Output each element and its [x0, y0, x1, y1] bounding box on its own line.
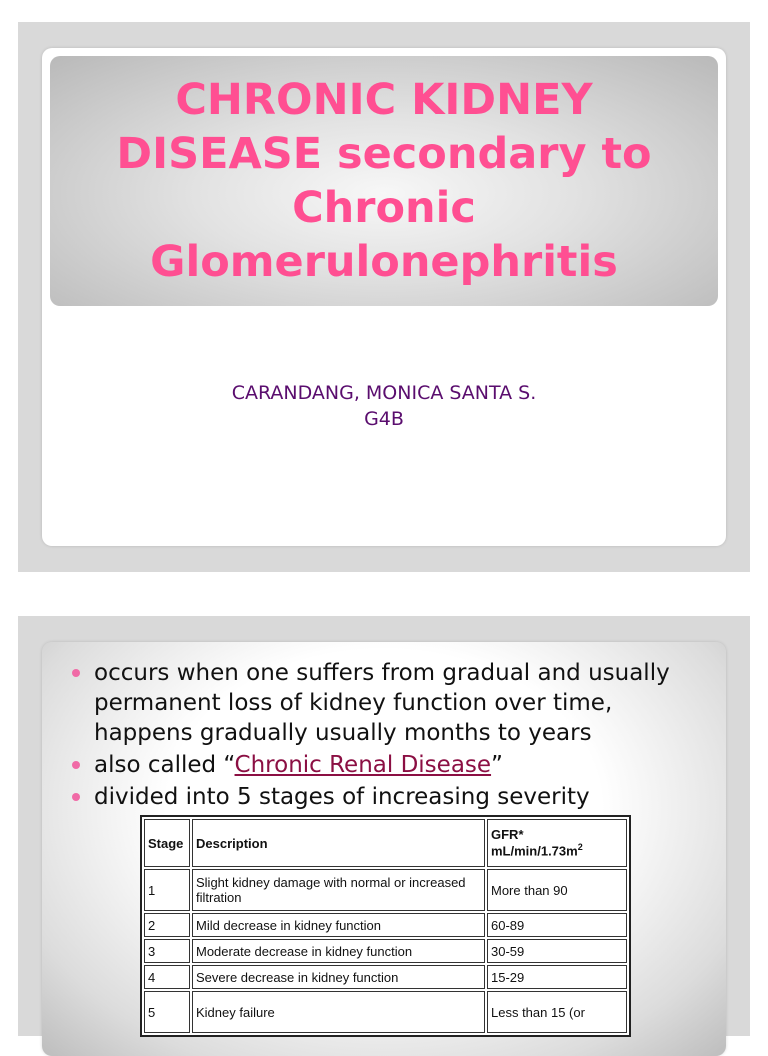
table-row	[144, 913, 627, 937]
header-stage: Stage	[144, 819, 190, 867]
cell-gfr: More than 90	[487, 869, 627, 911]
cell-description: Moderate decrease in kidney function	[192, 939, 485, 963]
author-name: CARANDANG, MONICA SANTA S.	[231, 382, 537, 404]
cell-stage: 2	[144, 913, 190, 937]
table-row	[144, 869, 627, 911]
cell-stage: 5	[144, 991, 190, 1033]
slide-1	[18, 22, 750, 572]
ckd-stage-table	[140, 815, 631, 1037]
cell-stage: 4	[144, 965, 190, 989]
table-row	[144, 991, 627, 1033]
bullet-prefix: also called “	[94, 752, 235, 778]
table-row	[144, 965, 627, 989]
bullet-text: divided into 5 stages of increasing severity	[94, 784, 590, 810]
header-gfr	[487, 819, 627, 867]
bullet-item	[70, 658, 716, 748]
header-description: Description	[192, 819, 485, 867]
cell-stage: 1	[144, 869, 190, 911]
chronic-renal-disease-link[interactable]: Chronic Renal Disease	[234, 752, 492, 778]
slide-1-content	[42, 48, 726, 546]
cell-description: Kidney failure	[192, 991, 485, 1033]
bullet-icon	[72, 669, 80, 677]
cell-gfr: Less than 15 (or	[487, 991, 627, 1033]
cell-gfr: 60-89	[487, 913, 627, 937]
bullet-text: occurs when one suffers from gradual and usually permanent loss of kidney function over time, happens gradually usually months to years	[94, 660, 670, 746]
cell-stage: 3	[144, 939, 190, 963]
bullet-suffix: ”	[491, 752, 503, 778]
slide-2	[18, 616, 750, 1036]
author-section: G4B	[364, 408, 404, 430]
title-banner	[50, 56, 718, 306]
bullet-icon	[72, 793, 80, 801]
bullet-list	[70, 658, 716, 814]
bullet-item	[70, 782, 716, 812]
cell-description: Slight kidney damage with normal or increased filtration	[192, 869, 485, 911]
header-gfr-line2: mL/min/1.73m	[491, 843, 578, 859]
table-row	[144, 939, 627, 963]
cell-description: Severe decrease in kidney function	[192, 965, 485, 989]
header-gfr-line1: GFR*	[491, 827, 524, 843]
bullet-item	[70, 750, 716, 780]
cell-description: Mild decrease in kidney function	[192, 913, 485, 937]
table-header-row	[144, 819, 627, 867]
header-gfr-sup: 2	[577, 842, 583, 853]
slide-2-content	[42, 642, 726, 1056]
cell-gfr: 15-29	[487, 965, 627, 989]
cell-gfr: 30-59	[487, 939, 627, 963]
author-block	[42, 380, 726, 432]
bullet-icon	[72, 761, 80, 769]
slide-title: CHRONIC KIDNEY DISEASE secondary to Chronic Glomerulonephritis	[116, 75, 652, 287]
